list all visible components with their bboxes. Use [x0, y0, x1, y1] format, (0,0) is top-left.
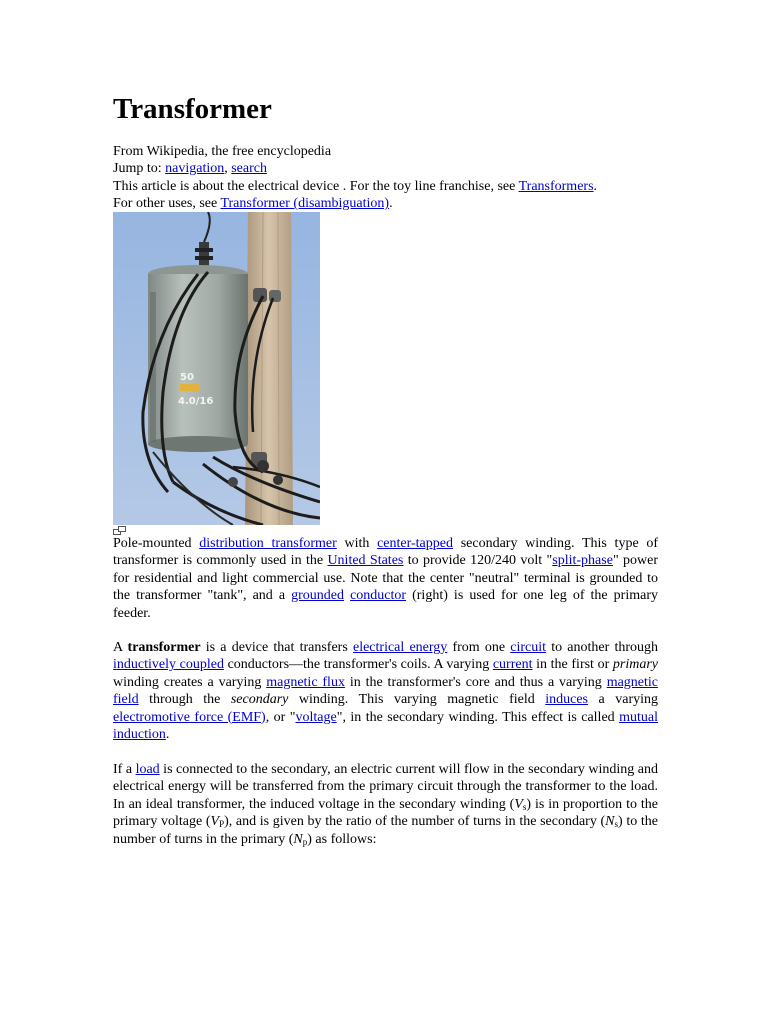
hatnote-2-end: . [389, 196, 393, 212]
emf-link[interactable]: electromotive force (EMF) [113, 709, 266, 725]
text: through the [138, 692, 231, 708]
variable: N [293, 831, 303, 847]
jump-to-line [113, 160, 658, 177]
text: in the transformer's core and thus a varying [344, 674, 607, 690]
hatnote-1 [113, 178, 658, 195]
text: a varying [588, 692, 659, 708]
voltage-link[interactable]: voltage [295, 709, 337, 725]
image-caption [113, 535, 658, 622]
mutual-induction-link[interactable]: mutual induction [113, 709, 658, 743]
conductor-link[interactable]: conductor [350, 588, 407, 604]
subscript: p [302, 836, 308, 847]
text: ) is in proportion to the primary voltage ( [113, 796, 658, 830]
transformers-link[interactable]: Transformers [518, 178, 594, 194]
text: to provide 120/240 volt " [403, 553, 553, 569]
paragraph-ideal-transformer [113, 761, 658, 848]
distribution-transformer-link[interactable]: distribution transformer [199, 536, 337, 551]
text: to another through [546, 640, 659, 655]
text: ) as follows: [307, 831, 377, 847]
text: winding. This varying magnetic field [288, 692, 546, 708]
text: ), and is given by the ratio of the number of turns in the secondary ( [224, 814, 606, 830]
disambiguation-link[interactable]: Transformer (disambiguation) [220, 196, 390, 212]
text: A [113, 640, 128, 655]
subscript: s [522, 801, 527, 812]
center-tapped-link[interactable]: center-tapped [377, 536, 453, 551]
text: . [165, 727, 170, 743]
variable: V [514, 796, 523, 812]
navigation-link[interactable]: navigation [165, 161, 225, 177]
hatnote-1-end: . [593, 178, 598, 194]
electrical-energy-link[interactable]: electrical energy [352, 640, 448, 655]
text: ", in the secondary winding. This effect is called [336, 709, 620, 725]
text: in the first or [532, 657, 613, 673]
italic-term: primary [612, 657, 659, 673]
inductively-coupled-link[interactable]: inductively coupled [113, 657, 224, 673]
text: is connected to the secondary, an electric current will flow in the secondary winding and electrical energy will be transferred from the primary circuit through the transformer to the load. In an ideal transformer, the induced voltage in the secondary winding ( [113, 762, 658, 812]
jump-to-label: Jump to: [113, 161, 162, 177]
text: " power for residential and light commercial use. Note that the center "neutral" terminal is grounded to the transformer "tank", and a [113, 553, 659, 604]
search-link[interactable]: search [231, 161, 267, 177]
text: ) to the number of turns in the primary ( [113, 814, 659, 847]
united-states-link[interactable]: United States [327, 553, 404, 569]
enlarge-icon[interactable] [113, 524, 127, 533]
text: is a device that transfers [200, 640, 353, 655]
intro-block [113, 143, 658, 213]
split-phase-link[interactable]: split-phase [552, 553, 613, 569]
variable: V [210, 814, 220, 830]
tagline: From Wikipedia, the free encyclopedia [113, 144, 332, 159]
transformer-photo[interactable] [113, 212, 320, 525]
bold-term: transformer [127, 640, 201, 655]
magnetic-field-link[interactable]: magnetic field [113, 674, 658, 708]
text: with [336, 536, 378, 551]
tank-marking-top: 50 [180, 372, 194, 383]
page-title: Transformer [113, 93, 272, 125]
text: from one [447, 640, 511, 655]
text: winding creates a varying [113, 674, 267, 690]
magnetic-flux-link[interactable]: magnetic flux [266, 674, 345, 690]
text: (right) is used for one leg of the primary feeder. [113, 588, 659, 621]
tank-marking-bottom: 4.0/16 [178, 396, 214, 407]
current-link[interactable]: current [492, 657, 533, 673]
load-link[interactable]: load [135, 762, 160, 777]
paragraph-definition [113, 639, 658, 743]
hatnote-2 [113, 195, 658, 212]
text: , or " [265, 709, 296, 725]
induces-link[interactable]: induces [545, 692, 588, 708]
text: If a [113, 762, 136, 777]
variable: N [605, 814, 615, 830]
text: conductors—the transformer's coils. A varying [223, 657, 493, 673]
circuit-link[interactable]: circuit [510, 640, 547, 655]
grounded-link[interactable]: grounded [291, 588, 345, 604]
hatnote-2-text: For other uses, see [113, 196, 218, 212]
hatnote-1-text: This article is about the electrical device . For the toy line franchise, see [113, 178, 516, 194]
italic-term: secondary [230, 692, 289, 708]
separator: , [224, 161, 228, 177]
text: Pole-mounted [113, 536, 200, 551]
text: secondary winding. This type of transformer is commonly used in the [113, 536, 659, 569]
subscript: P [219, 819, 225, 830]
subscript: s [614, 819, 619, 830]
